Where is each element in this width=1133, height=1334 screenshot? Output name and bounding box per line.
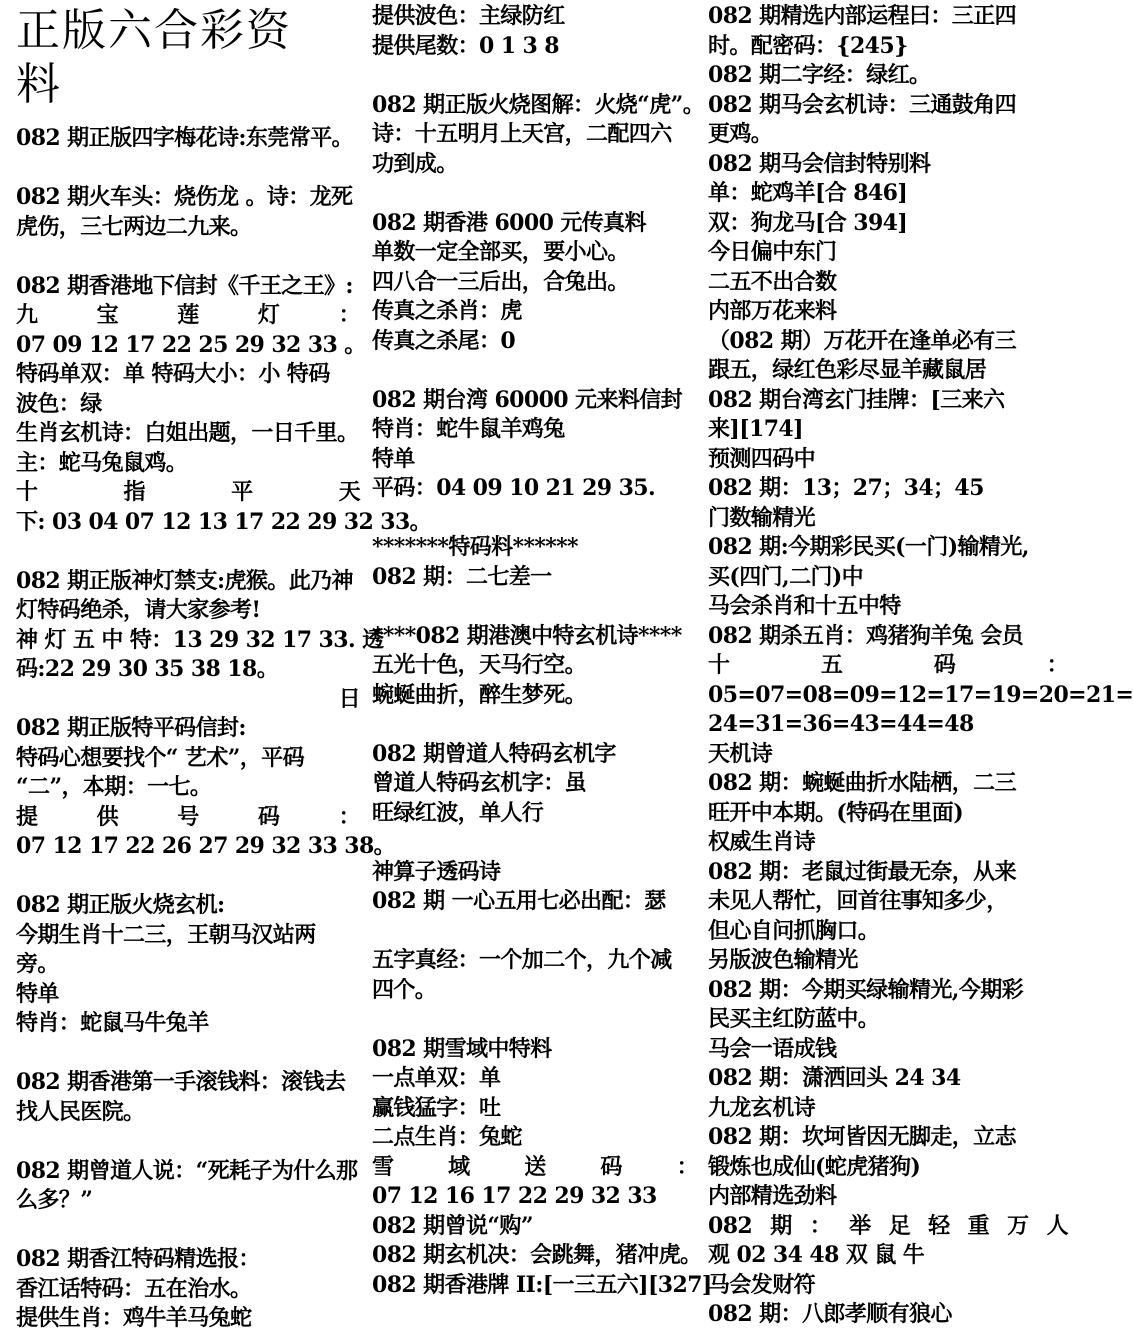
spacer	[16, 1039, 360, 1069]
text-line: 07 12 16 17 22 29 32 33	[372, 1183, 657, 1209]
text-line: 马会发财符	[708, 1271, 816, 1298]
text-segment: 082	[708, 1212, 753, 1239]
text-line: 082 期玄机决：会跳舞，猪冲虎。	[372, 1242, 702, 1268]
text-line: 码:22 29 30 35 38 18。	[16, 656, 279, 682]
text-line: 找人民医院。	[16, 1098, 145, 1125]
text-line: 天机诗	[708, 740, 773, 767]
text-segment: 提	[16, 803, 38, 830]
text-line: 平码：04 09 10 21 29 35.	[372, 475, 656, 501]
text-line: 更鸡。	[708, 121, 773, 147]
text-line: 082 期香港第一手滚钱料：滚钱去	[16, 1069, 346, 1095]
text-line: 082 期正版特平码信封:	[16, 715, 246, 741]
text-line: 主：蛇马兔鼠鸡。	[16, 449, 188, 476]
text-segment: 万	[1007, 1212, 1029, 1239]
page-title	[16, 0, 360, 124]
text-line: 蜿蜒曲折，醉生梦死。	[372, 681, 587, 708]
justified-text-line	[16, 803, 360, 833]
text-line: 082 期曾道人说：“死耗子为什么那	[16, 1157, 358, 1184]
text-line: 特肖：蛇牛鼠羊鸡兔	[372, 416, 565, 442]
text-line: 今日偏中东门	[708, 239, 837, 265]
spacer	[372, 61, 698, 91]
text-segment: 号	[177, 803, 199, 830]
text-line: 另版波色输精光	[708, 947, 858, 973]
text-line: 香江话特码：五在治水。	[16, 1275, 252, 1302]
spacer	[372, 504, 698, 534]
text-line: 买(四门,二门)中	[708, 563, 864, 590]
text-line: 内部万花来料	[708, 298, 837, 324]
text-line: 082 期二字经：绿红。	[708, 62, 931, 88]
text-line: 内部精选劲料	[708, 1183, 837, 1209]
text-line: 082 期：老鼠过街最无奈，从来	[708, 858, 1016, 885]
text-line: 功到成。	[372, 150, 458, 177]
text-line: 未见人帮忙，回首往事知多少，	[708, 888, 1008, 914]
middle-column	[372, 0, 712, 1321]
spacer	[16, 1127, 360, 1157]
text-line: 虎伤，三七两边二九来。	[16, 213, 252, 240]
justified-text-line	[16, 301, 360, 331]
text-line: 特单	[16, 980, 59, 1007]
text-segment: 期	[770, 1212, 792, 1239]
text-line: 082 期正版四字梅花诗:东莞常平。	[16, 125, 353, 151]
spacer	[372, 917, 698, 947]
right-column-body	[708, 0, 1133, 1330]
spacer	[16, 862, 360, 892]
text-line: 赢钱猛字：吐	[372, 1094, 501, 1121]
text-segment: 九	[16, 302, 38, 328]
text-line: 跟五，绿红色彩尽显羊藏鼠居	[708, 357, 987, 383]
text-segment: 十	[708, 652, 730, 678]
text-line: 传真之杀肖：虎	[372, 298, 522, 324]
text-line: 旺开中本期。(特码在里面)	[708, 799, 964, 826]
text-line: 082 期:今期彩民买(一门)输精光,	[708, 534, 1029, 560]
text-line: 提供尾数：0 1 3 8	[372, 32, 560, 59]
text-line: 生肖玄机诗：白姐出题，一日千里。	[16, 420, 359, 446]
text-segment: 平	[231, 479, 253, 505]
text-line: 时。配密码：{245}	[708, 32, 908, 59]
text-line: 05=07=08=09=12=17=19=20=21=	[708, 681, 1133, 708]
text-line: 双：狗龙马[合 394]	[708, 209, 908, 236]
text-segment: ：	[338, 302, 360, 328]
text-line: 四个。	[372, 976, 437, 1003]
text-line: 082 期正版神灯禁支:虎猴。此乃神	[16, 567, 353, 594]
text-segment: 宝	[96, 302, 119, 328]
text-line: 观 02 34 48 双 鼠 牛	[708, 1242, 925, 1268]
text-line: *******特码料******	[372, 534, 578, 560]
text-line: 波色：绿	[16, 390, 102, 417]
text-line: 082 期台湾 60000 元来料信封	[372, 386, 683, 413]
justified-text-line	[372, 1153, 698, 1183]
spacer	[16, 1216, 360, 1246]
text-segment: 码	[933, 652, 956, 678]
text-line: 082 期台湾玄门挂牌：[三来六	[708, 386, 1005, 413]
text-line: 082 期：今期买绿输精光,今期彩	[708, 976, 1024, 1003]
text-line: 082 期马会信封特别料	[708, 150, 931, 177]
text-segment: 指	[123, 479, 145, 505]
text-segment: 码	[600, 1153, 622, 1180]
title-line-2: 料	[16, 59, 62, 110]
text-line: 锻炼也成仙(蛇虎猪狗)	[708, 1153, 921, 1180]
text-segment: 举	[849, 1212, 871, 1239]
text-line: 旁。	[16, 951, 59, 977]
text-line: 082 期：二七差一	[372, 563, 552, 590]
justified-text-line	[708, 651, 1068, 681]
text-line: 082 期雪域中特料	[372, 1035, 552, 1062]
text-line: 07 12 17 22 26 27 29 32 33 38。	[16, 833, 396, 859]
text-segment: 十	[16, 479, 38, 505]
text-line: 权威生肖诗	[708, 829, 816, 855]
text-line: 特单	[372, 445, 415, 472]
text-line: 082 期火车头：烧伤龙 。诗：龙死	[16, 184, 353, 210]
title-line-1: 正版六合彩资	[16, 5, 292, 56]
text-line: 日	[338, 685, 360, 712]
text-line: 神算子透码诗	[372, 858, 501, 885]
text-line: 082 期：13；27；34；45	[708, 475, 984, 501]
spacer	[16, 242, 360, 272]
text-line: 07 09 12 17 22 25 29 32 33 。	[16, 331, 366, 358]
text-line: ****082 期港澳中特玄机诗****	[372, 622, 682, 649]
text-line: 082 期香港地下信封《千王之王》:	[16, 272, 353, 299]
right-column	[708, 0, 1133, 1327]
text-line: 082 期精选内部运程曰：三正四	[708, 3, 1016, 29]
text-line: 082 期香港 6000 元传真料	[372, 209, 646, 236]
text-line: “二”，本期：一七。	[16, 774, 212, 800]
text-line: 单：蛇鸡羊[合 846]	[708, 180, 908, 206]
spacer	[372, 592, 698, 622]
spacer	[372, 179, 698, 209]
text-segment: ：	[676, 1153, 698, 1180]
text-line: 四八合一三后出，合兔出。	[372, 268, 629, 295]
text-line: 提供生肖：鸡牛羊马兔蛇	[16, 1305, 252, 1331]
text-line: 082 期曾说“购”	[372, 1212, 533, 1239]
text-line: 么多？”	[16, 1187, 93, 1213]
text-line: 082 期杀五肖：鸡猪狗羊兔 会员	[708, 622, 1024, 649]
text-line: 082 期正版火烧图解：火烧“虎”。	[372, 91, 705, 118]
text-line: 提供波色：主绿防红	[372, 3, 565, 29]
text-line: 082 期香港牌 II:[一三五六][327]	[372, 1271, 712, 1298]
text-line: 民买主红防蓝中。	[708, 1006, 880, 1032]
text-segment: 人	[1046, 1212, 1068, 1239]
text-line: 马会一语成钱	[708, 1035, 837, 1062]
spacer	[16, 537, 360, 567]
text-line: 来][174]	[708, 416, 803, 442]
text-line: 24=31=36=43=44=48	[708, 711, 974, 737]
text-segment: ：	[809, 1212, 832, 1239]
text-segment: 重	[967, 1212, 990, 1239]
text-segment: 五	[820, 652, 843, 678]
text-segment: 灯	[257, 302, 280, 328]
text-line: 一点单双：单	[372, 1065, 501, 1091]
text-line: 五字真经：一个加二个，九个减	[372, 947, 672, 973]
text-line: 神 灯 五 中 特：13 29 32 17 33. 透	[16, 626, 384, 653]
text-line: 082 期：坎坷皆因无脚走，立志	[708, 1124, 1016, 1150]
text-line: （082 期）万花开在逢单必有三	[708, 327, 1016, 354]
text-segment: 域	[448, 1153, 470, 1180]
justified-text-line	[16, 478, 360, 508]
text-segment: 足	[888, 1212, 911, 1239]
text-line: 诗：十五明月上天宫，二配四六	[372, 121, 672, 147]
text-line: 九龙玄机诗	[708, 1094, 816, 1121]
text-segment: 轻	[928, 1212, 950, 1239]
text-segment: 码	[257, 803, 280, 830]
text-segment: 供	[96, 803, 119, 830]
text-segment: 天	[338, 479, 360, 505]
text-line: 曾道人特码玄机字：虽	[372, 770, 587, 796]
text-line: 082 期香江特码精选报：	[16, 1246, 260, 1272]
text-line: 082 期：蜿蜒曲折水陆栖，二三	[708, 770, 1016, 796]
text-line: 传真之杀尾：0	[372, 327, 516, 354]
middle-column-body	[372, 0, 712, 1300]
text-line: 单数一定全部买，要小心。	[372, 239, 629, 265]
text-line: 二五不出合数	[708, 268, 837, 295]
text-line: 082 期 一心五用七必出配：瑟	[372, 888, 666, 914]
text-line: 特肖：蛇鼠马牛兔羊	[16, 1010, 209, 1036]
text-line: 特码单双：单 特码大小：小 特码	[16, 361, 330, 387]
spacer	[372, 356, 698, 386]
text-line: 马会杀肖和十五中特	[708, 593, 901, 619]
text-line: 082 期正版火烧玄机:	[16, 892, 225, 918]
text-line: 二点生肖：兔蛇	[372, 1124, 522, 1150]
text-line: 082 期马会玄机诗：三通鼓角四	[708, 91, 1016, 118]
text-segment: 莲	[177, 302, 199, 328]
text-line: 旺绿红波，单人行	[372, 799, 544, 826]
text-line: 下: 03 04 07 12 13 17 22 29 32 33。	[16, 508, 432, 535]
text-line: 五光十色，天马行空。	[372, 652, 587, 678]
text-segment: ：	[338, 803, 360, 830]
text-line: 特码心想要找个“ 艺术”，平码	[16, 744, 304, 771]
text-segment: 雪	[372, 1153, 394, 1180]
text-segment: ：	[1046, 652, 1068, 678]
spacer	[372, 828, 698, 858]
spacer	[372, 1005, 698, 1035]
text-line: 但心自问抓胸口。	[708, 917, 880, 944]
text-line: 082 期：潇洒回头 24 34	[708, 1065, 961, 1091]
text-line: 灯特码绝杀，请大家参考!	[16, 597, 261, 623]
spacer	[372, 710, 698, 740]
text-line: 082 期：八郎孝顺有狼心	[708, 1301, 952, 1327]
text-line: 预测四码中	[708, 445, 816, 472]
justified-text-line	[708, 1212, 1068, 1242]
text-line: 门数输精光	[708, 504, 816, 531]
spacer	[16, 154, 360, 184]
text-line: 082 期曾道人特码玄机字	[372, 740, 616, 767]
text-segment: 送	[524, 1153, 546, 1180]
text-line: 今期生肖十二三，王朝马汉站两	[16, 921, 316, 948]
